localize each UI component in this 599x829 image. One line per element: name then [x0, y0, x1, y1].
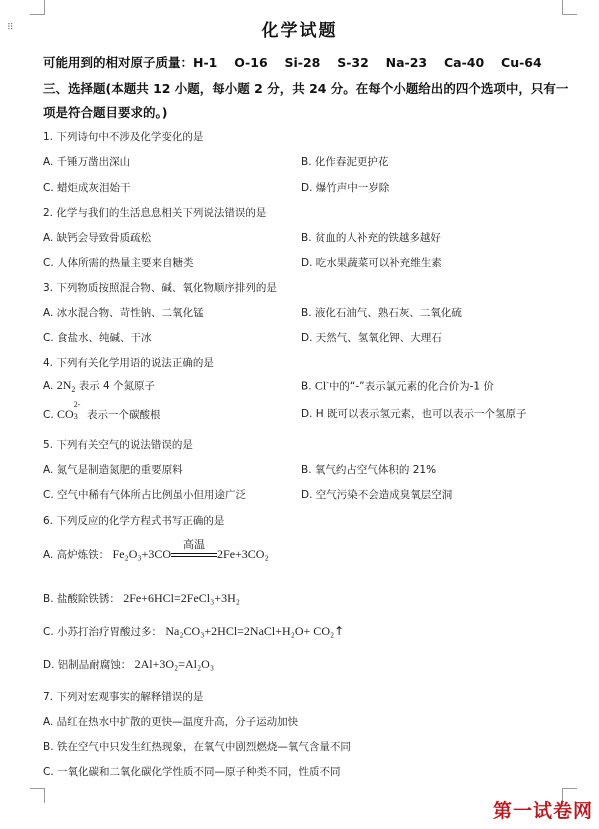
question-1-option-b: B. 化作春泥更护花 — [301, 156, 389, 168]
question-6-stem: 6. 下列反应的化学方程式书写正确的是 — [43, 515, 225, 527]
crop-mark-bottom-left — [30, 788, 45, 803]
subscript: 3 — [73, 412, 78, 421]
question-4-option-a — [43, 378, 155, 394]
question-6-option-a — [43, 538, 269, 562]
option-label: C. 小苏打治疗胃酸过多： — [43, 626, 163, 638]
equation-left: Fe₂O₃+3CO — [112, 547, 172, 561]
question-5-option-c: C. 空气中稀有气体所占比例虽小但用途广泛 — [43, 489, 247, 501]
question-4-option-d: D. H 既可以表示氢元素，也可以表示一个氢原子 — [301, 408, 527, 420]
question-2-stem: 2. 化学与我们的生活息息相关下列说法错误的是 — [43, 207, 267, 219]
formula: 2N — [56, 378, 72, 392]
superscript: 2- — [73, 400, 81, 409]
question-7-option-a: A. 品红在热水中扩散的更快—温度升高，分子运动加快 — [43, 716, 299, 728]
atomic-masses-line: 可能用到的相对原子质量：H-1 O-16 Si-28 S-32 Na-23 Ca-40 Cu-64 — [43, 55, 542, 70]
watermark-logo: 第一试卷网 — [492, 800, 593, 822]
question-1-option-a: A. 千锤万凿出深山 — [43, 156, 131, 168]
question-4-option-c — [43, 400, 161, 422]
option-label: A. — [43, 380, 57, 392]
option-text: 表示一个碳酸根 — [87, 409, 161, 421]
option-label: B. 盐酸除铁锈： — [43, 593, 120, 605]
question-2-option-d: D. 吃水果蔬菜可以补充维生素 — [301, 257, 442, 269]
question-6-option-d — [43, 657, 214, 672]
equation: 2Fe+6HCl=2FeCl₃+3H₂ — [123, 591, 240, 605]
question-3-stem: 3. 下列物质按照混合物、碱、氧化物顺序排列的是 — [43, 282, 277, 294]
option-label: C. — [43, 409, 58, 421]
page-title: 化学试题 — [261, 21, 338, 41]
question-2-option-a: A. 缺钙会导致骨质疏松 — [43, 232, 152, 244]
subscript: 2 — [71, 385, 76, 395]
question-5-stem: 5. 下列有关空气的说法错误的是 — [43, 439, 193, 451]
question-1-option-d: D. 爆竹声中一岁除 — [301, 182, 390, 194]
equals-bar — [171, 553, 217, 557]
question-4-stem: 4. 下列有关化学用语的说法正确的是 — [43, 357, 214, 369]
question-5-option-d: D. 空气污染不会造成臭氧层空洞 — [301, 489, 453, 501]
superscript: - — [326, 378, 329, 387]
question-5-option-a: A. 氮气是制造氮肥的重要原料 — [43, 464, 183, 476]
crop-mark-top-left — [30, 0, 45, 15]
question-1-stem: 1. 下列诗句中不涉及化学变化的是 — [43, 131, 204, 143]
equation: Na₂CO₃+2HCl=2NaCl+H₂O+ CO₂ — [165, 624, 335, 638]
question-1-option-c: C. 蜡炬成灰泪始干 — [43, 182, 131, 194]
formula: Cl — [314, 378, 327, 393]
question-6-option-b — [43, 591, 240, 606]
question-3-option-c: C. 食盐水、纯碱、干冰 — [43, 332, 152, 344]
option-text: 中的“-”表示氯元素的化合价为-1 价 — [328, 380, 494, 393]
section-heading-line1: 三、选择题(本题共 12 小题，每小题 2 分，共 24 分。在每个小题给出的四个选项中，只有一 — [43, 81, 569, 96]
question-2-option-c: C. 人体所需的热量主要来自糖类 — [43, 257, 194, 269]
charge-stack — [73, 400, 84, 421]
equation-right: 2Fe+3CO₂ — [217, 547, 269, 561]
reaction-condition — [171, 538, 217, 561]
option-label: B. — [301, 380, 315, 393]
question-3-option-a: A. 冰水混合物、苛性钠、二氧化锰 — [43, 307, 204, 319]
option-label: D. 铝制品耐腐蚀： — [43, 659, 132, 671]
question-3-option-b: B. 液化石油气、熟石灰、二氧化硫 — [301, 307, 462, 319]
gas-arrow-icon: ↑ — [334, 624, 345, 638]
question-7-option-b: B. 铁在空气中只发生红热现象，在氧气中剧烈燃烧—氧气含量不同 — [43, 741, 351, 753]
question-2-option-b: B. 贫血的人补充的铁越多越好 — [301, 232, 441, 244]
drag-handle-icon[interactable]: ⠿ — [7, 23, 14, 33]
question-6-option-c — [43, 624, 344, 639]
option-text: 表示 4 个氮原子 — [78, 380, 156, 392]
section-heading-line2: 项是符合题目要求的。) — [43, 105, 168, 120]
equation: 2Al+3O₂=Al₂O₃ — [134, 657, 215, 671]
crop-mark-top-right — [562, 0, 577, 15]
question-5-option-b: B. 氧气约占空气体积的 21% — [301, 464, 437, 476]
question-7-option-c: C. 一氧化碳和二氧化碳化学性质不同—原子种类不同，性质不同 — [43, 766, 341, 778]
option-label: A. 高炉炼铁： — [43, 549, 110, 561]
question-7-stem: 7. 下列对宏观事实的解释错误的是 — [43, 691, 204, 703]
formula: CO — [57, 407, 74, 421]
question-3-option-d: D. 天然气、氢氧化钾、大理石 — [301, 332, 442, 344]
question-4-option-b — [301, 378, 494, 394]
condition-label: 高温 — [183, 538, 206, 551]
